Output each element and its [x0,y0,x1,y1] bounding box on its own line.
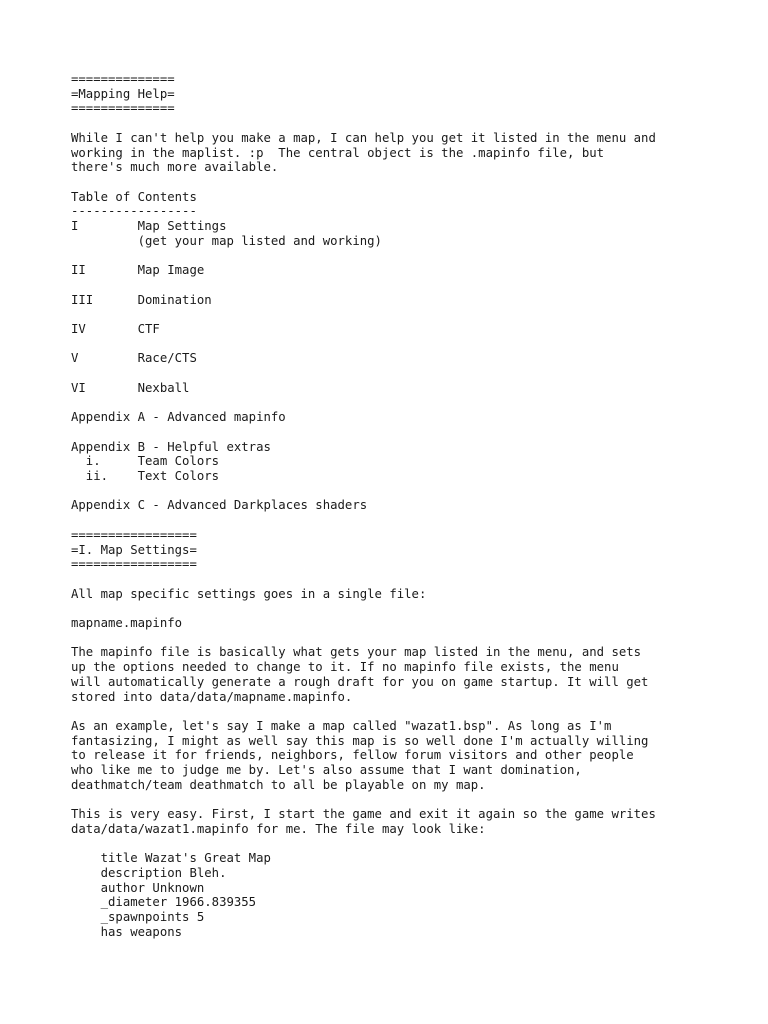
text-line: ============== [71,72,175,86]
text-line: up the options needed to change to it. If no mapinfo file exists, the menu [71,660,619,675]
text-line: As an example, let's say I make a map called "wazat1.bsp". As long as I'm [71,718,612,733]
text-line: IV CTF [71,321,160,336]
text-line: has weapons [71,924,183,939]
text-line: I Map Settings [71,219,227,234]
text-line: ii. Text Colors [71,468,220,483]
text-line: to release it for friends, neighbors, fellow forum visitors and other people [71,748,634,763]
text-line: author Unknown [71,880,205,895]
text-line: (get your map listed and working) [71,233,382,248]
text-line: stored into data/data/mapname.mapinfo. [71,689,353,704]
text-line: will automatically generate a rough draft for you on game startup. It will get [71,674,649,689]
text-line: working in the maplist. :p The central object is the .mapinfo file, but [71,145,605,160]
text-line: mapname.mapinfo [71,616,183,631]
text-line: ----------------- [71,204,197,219]
text-line: title Wazat's Great Map [71,851,271,866]
text-line: ================= [71,527,197,542]
text-line: II Map Image [71,263,205,278]
text-line: =Mapping Help= [71,86,175,101]
text-line: data/data/wazat1.mapinfo for me. The file may look like: [71,821,486,836]
text-line: there's much more available. [71,160,279,175]
text-line: fantasizing, I might as well say this map is so well done I'm actually willing [71,733,649,748]
text-line: Appendix C - Advanced Darkplaces shaders [71,498,368,513]
text-line: Appendix A - Advanced mapinfo [71,410,286,425]
text-line: ============== [71,101,175,116]
text-line: i. Team Colors [71,454,220,469]
text-line: _spawnpoints 5 [71,910,205,925]
text-line: deathmatch/team deathmatch to all be playable on my map. [71,777,486,792]
text-line: All map specific settings goes in a single file: [71,586,427,601]
document-page [71,72,751,939]
text-line: =I. Map Settings= [71,542,197,557]
text-line: III Domination [71,292,212,307]
text-line: Table of Contents [71,189,197,204]
text-line: _diameter 1966.839355 [71,895,257,910]
text-line: who like me to judge me by. Let's also assume that I want domination, [71,763,582,778]
text-line: While I can't help you make a map, I can help you get it listed in the menu and [71,130,656,145]
text-line: The mapinfo file is basically what gets your map listed in the menu, and sets [71,645,642,660]
text-line: description Bleh. [71,865,227,880]
text-line: Appendix B - Helpful extras [71,439,271,454]
text-line: VI Nexball [71,380,190,395]
text-line: This is very easy. First, I start the game and exit it again so the game writes [71,807,656,822]
text-line: ================= [71,557,197,572]
text-line: V Race/CTS [71,351,197,366]
document-text [71,72,751,939]
